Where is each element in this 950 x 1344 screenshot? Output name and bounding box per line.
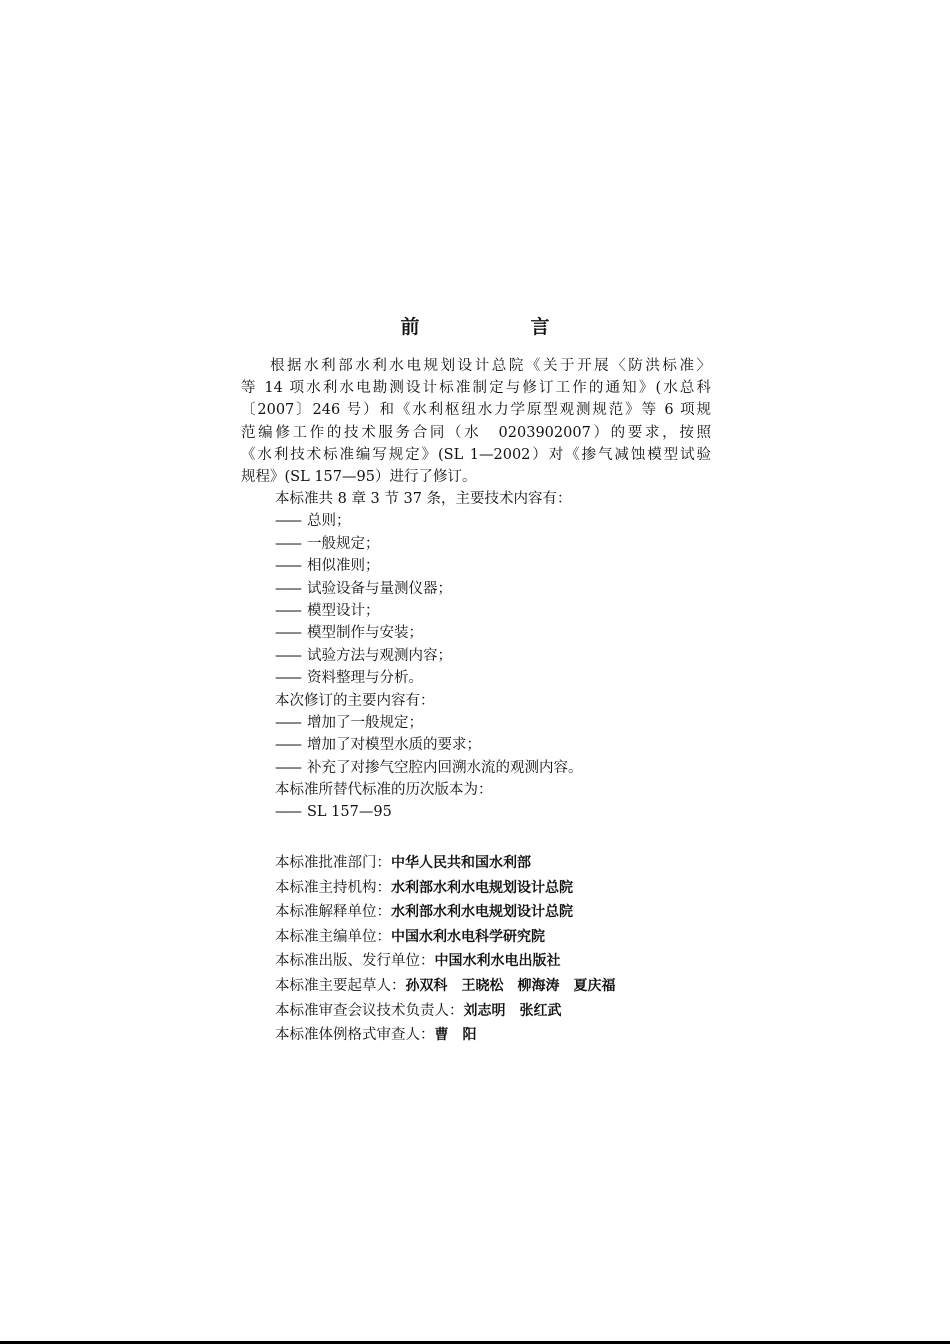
dash: —— bbox=[275, 558, 300, 575]
list-item: —— 相似准则； bbox=[241, 555, 711, 577]
intro-line: 《水利技术标准编写规定》(SL 1—2002）对《掺气减蚀模型试验 bbox=[241, 446, 711, 463]
list-item: —— 试验设备与量测仪器； bbox=[241, 578, 711, 600]
credit-label: 本标准主持机构： bbox=[275, 879, 391, 896]
dash: —— bbox=[275, 535, 300, 552]
credit-row bbox=[275, 999, 616, 1024]
list-item: —— SL 157—95 bbox=[241, 801, 711, 823]
credit-value: 水利部水利水电规划设计总院 bbox=[391, 879, 573, 896]
credit-value: 刘志明 张红武 bbox=[463, 1002, 562, 1019]
credit-row bbox=[275, 949, 616, 974]
credit-value: 中国水利水电科学研究院 bbox=[391, 928, 545, 945]
credit-row bbox=[275, 900, 616, 925]
intro-line: 规程》(SL 157—95）进行了修订。 bbox=[241, 469, 477, 486]
dash: —— bbox=[275, 647, 300, 664]
credit-label: 本标准出版、发行单位： bbox=[275, 953, 435, 970]
list-item: —— 总则； bbox=[241, 510, 711, 532]
credit-value: 孙双科 王晓松 柳海涛 夏庆福 bbox=[405, 977, 616, 994]
intro-line: 〔2007〕246 号）和《水利枢纽水力学原型观测规范》等 6 项规 bbox=[241, 402, 711, 419]
credit-row bbox=[275, 925, 616, 950]
credit-row bbox=[275, 974, 616, 999]
page-title: 前 言 bbox=[400, 316, 596, 338]
credit-value: 中华人民共和国水利部 bbox=[391, 855, 531, 871]
dash: —— bbox=[275, 513, 300, 530]
list-item: —— 增加了一般规定； bbox=[241, 712, 711, 734]
revision-intro: 本次修订的主要内容有： bbox=[275, 692, 435, 709]
dash: —— bbox=[275, 759, 300, 776]
credit-label: 本标准主要起草人： bbox=[275, 977, 406, 994]
credit-value: 中国水利水电出版社 bbox=[434, 953, 561, 970]
credit-label: 本标准体例格式审查人： bbox=[275, 1027, 435, 1044]
credits-block bbox=[275, 851, 616, 1048]
dash: —— bbox=[275, 670, 300, 687]
dash: —— bbox=[275, 737, 300, 754]
dash: —— bbox=[275, 714, 300, 731]
history-intro: 本标准所替代标准的历次版本为： bbox=[275, 782, 493, 799]
credit-label: 本标准主编单位： bbox=[275, 928, 391, 945]
chapter-list bbox=[241, 510, 711, 689]
credit-label: 本标准审查会议技术负责人： bbox=[275, 1002, 464, 1019]
intro-line: 范编修工作的技术服务合同（水 0203902007）的要求，按照 bbox=[241, 424, 711, 441]
dash: —— bbox=[275, 603, 300, 620]
list-item: —— 模型制作与安装； bbox=[241, 622, 711, 644]
summary-intro: 本标准共 8 章 3 节 37 条，主要技术内容有： bbox=[275, 491, 572, 508]
dash: —— bbox=[275, 625, 300, 642]
list-item: —— 资料整理与分析。 bbox=[241, 667, 711, 689]
history-list bbox=[241, 801, 711, 823]
list-item: —— 一般规定； bbox=[241, 533, 711, 555]
credit-row bbox=[275, 1023, 616, 1048]
credit-value: 水利部水利水电规划设计总院 bbox=[391, 904, 573, 921]
dash: —— bbox=[275, 580, 300, 597]
credit-row bbox=[275, 876, 616, 901]
list-item: —— 增加了对模型水质的要求； bbox=[241, 734, 711, 756]
credit-value: 曹 阳 bbox=[434, 1027, 477, 1044]
credit-label: 本标准解释单位： bbox=[275, 904, 391, 921]
intro-paragraph bbox=[241, 355, 711, 488]
list-item: —— 试验方法与观测内容； bbox=[241, 645, 711, 667]
credit-label: 本标准批准部门： bbox=[275, 855, 391, 871]
list-item: —— 补充了对掺气空腔内回溯水流的观测内容。 bbox=[241, 757, 711, 779]
list-item: —— 模型设计； bbox=[241, 600, 711, 622]
intro-line: 根据水利部水利水电规划设计总院《关于开展〈防洪标准〉 bbox=[270, 358, 711, 374]
dash: —— bbox=[275, 804, 300, 821]
foreword-body bbox=[241, 355, 711, 824]
intro-line: 等 14 项水利水电勘测设计标准制定与修订工作的通知》(水总科 bbox=[241, 380, 711, 397]
revision-list bbox=[241, 712, 711, 779]
credit-row bbox=[275, 851, 616, 876]
